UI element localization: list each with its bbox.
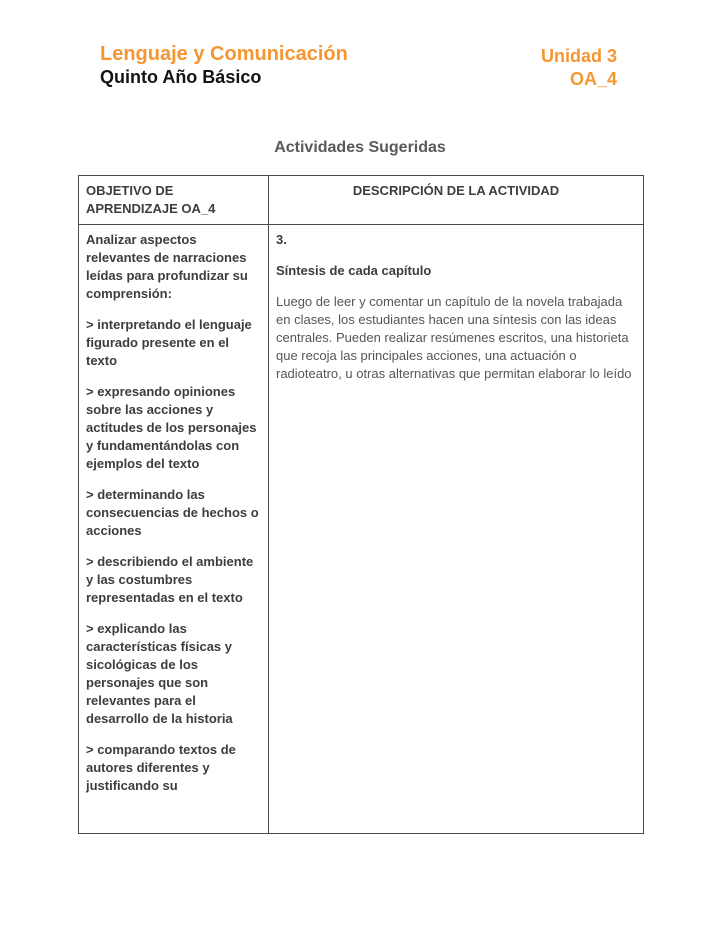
activity-heading: Síntesis de cada capítulo bbox=[276, 263, 432, 278]
table-body-row bbox=[79, 225, 644, 834]
objective-text-block bbox=[86, 231, 261, 827]
table-header-row bbox=[79, 176, 644, 225]
activity-description: Luego de leer y comentar un capítulo de la novela trabajada en clases, los estudiantes hacen una síntesis con las ideas centrales. Pueden realizar resúmenes escritos, una historieta que recoja las principales acciones, una actuación o radioteatro, u otras alternativas que permitan elaborar lo leído bbox=[276, 294, 632, 381]
oa-label: OA_4 bbox=[569, 69, 617, 89]
column-header-description: DESCRIPCIÓN DE LA ACTIVIDAD bbox=[269, 176, 644, 225]
activity-number: 3. bbox=[276, 232, 287, 247]
header-left-block bbox=[100, 42, 348, 89]
unit-label: Unidad 3 bbox=[540, 46, 617, 66]
activity-text-block bbox=[276, 231, 636, 827]
grade-level: Quinto Año Básico bbox=[100, 67, 262, 87]
objective-paragraph: > determinando las consecuencias de hechos o acciones bbox=[86, 487, 259, 538]
objective-paragraph: > explicando las características físicas y sicológicas de los personajes que son relevantes para el desarrollo de la historia bbox=[86, 621, 233, 726]
activities-table bbox=[78, 175, 644, 834]
objective-paragraph: > describiendo el ambiente y las costumbres representadas en el texto bbox=[86, 554, 254, 605]
objective-paragraph: Analizar aspectos relevantes de narraciones leídas para profundizar su comprensión: bbox=[86, 232, 248, 301]
objective-cell bbox=[79, 225, 269, 834]
header-right-block bbox=[541, 45, 617, 91]
page-title: Actividades Sugeridas bbox=[274, 139, 446, 156]
objective-paragraph: > expresando opiniones sobre las acciones y actitudes de los personajes y fundamentándolas con ejemplos del texto bbox=[86, 384, 257, 471]
subject-title: Lenguaje y Comunicación bbox=[100, 43, 348, 65]
activity-cell bbox=[269, 225, 644, 834]
objective-paragraph: > interpretando el lenguaje figurado presente en el texto bbox=[86, 317, 252, 368]
column-header-objective: OBJETIVO DE APRENDIZAJE OA_4 bbox=[79, 176, 269, 225]
objective-paragraph: > comparando textos de autores diferentes y justificando su bbox=[86, 742, 236, 793]
